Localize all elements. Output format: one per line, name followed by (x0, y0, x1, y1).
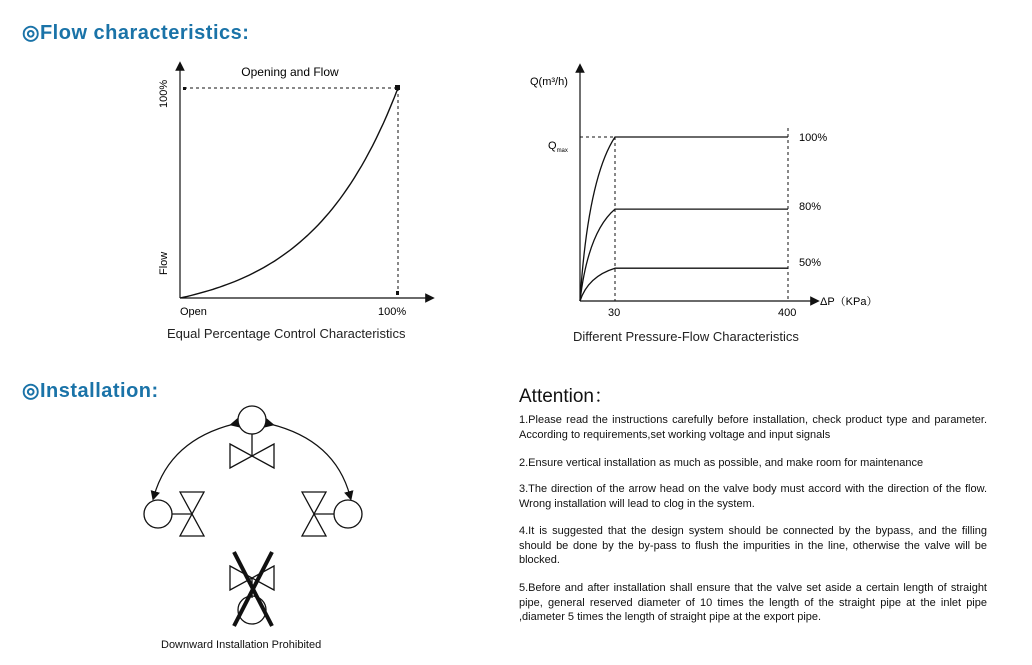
chart1-caption: Equal Percentage Control Characteristics (167, 326, 406, 341)
axis-marker-top (183, 87, 186, 90)
series-line-50 (580, 268, 788, 301)
chart2-caption: Different Pressure-Flow Characteristics (573, 329, 799, 344)
installation-title: ◎Installation: (22, 380, 159, 402)
rotate-left-arrow-icon (154, 424, 234, 496)
equal-percentage-chart (140, 60, 450, 320)
prohibited-cross-icon (234, 552, 272, 626)
xtick-30: 30 (608, 307, 621, 319)
equal-percentage-curve (180, 88, 398, 298)
series-label-100: 100% (799, 132, 828, 144)
ylabel-q: Q(m³/h) (530, 76, 568, 88)
valve-upright-icon (230, 406, 274, 468)
valve-horizontal-left-icon (144, 492, 204, 536)
series-label-80: 80% (799, 201, 822, 213)
xtick-400: 400 (778, 307, 797, 319)
pressure-flow-chart (520, 60, 890, 320)
installation-diagram (130, 400, 380, 635)
valve-horizontal-right-icon (302, 492, 362, 536)
chart1-title: Opening and Flow (241, 65, 339, 79)
attention-title: Attention： (519, 386, 613, 407)
flow-characteristics-title: ◎Flow characteristics: (22, 22, 250, 44)
prohibited-label: Downward Installation Prohibited (161, 639, 322, 651)
ytick-qmax: $Q_{max}$ (548, 140, 568, 154)
axis-marker-right (396, 291, 399, 295)
xlabel-open: Open (180, 306, 207, 318)
ytick-100: 100% (158, 79, 170, 108)
rotate-right-arrow-icon (270, 424, 350, 496)
ylabel-flow: Flow (158, 251, 170, 275)
xlabel-100: 100% (378, 306, 407, 318)
xlabel-dp: ΔP（KPa） (820, 296, 878, 308)
series-line-80 (580, 209, 788, 301)
attention-item: 4.It is suggested that the design system should be connected by the bypass, and the filling should be done by the by-pass to flush the impurities in the line, otherwise the valve will be blocked. (519, 525, 987, 566)
series-line-100 (580, 137, 788, 301)
attention-item: 2.Ensure vertical installation as much as possible, and make room for maintenance (519, 457, 924, 469)
attention-item: 3.The direction of the arrow head on the valve body must accord with the direction of the flow. Wrong installation will lead to clog in the system. (519, 483, 987, 510)
attention-item: 1.Please read the instructions carefully before installation, check product type and parameter. According to requirements,set working voltage and input signals (519, 414, 987, 441)
series-label-50: 50% (799, 257, 822, 269)
attention-item: 5.Before and after installation shall ensure that the valve set aside a certain length of straight pipe, general reserved diameter of 10 times the length of the straight pipe at the inlet pipe ,diameter 5 times the length of straight pipe at the export pipe. (519, 582, 987, 623)
